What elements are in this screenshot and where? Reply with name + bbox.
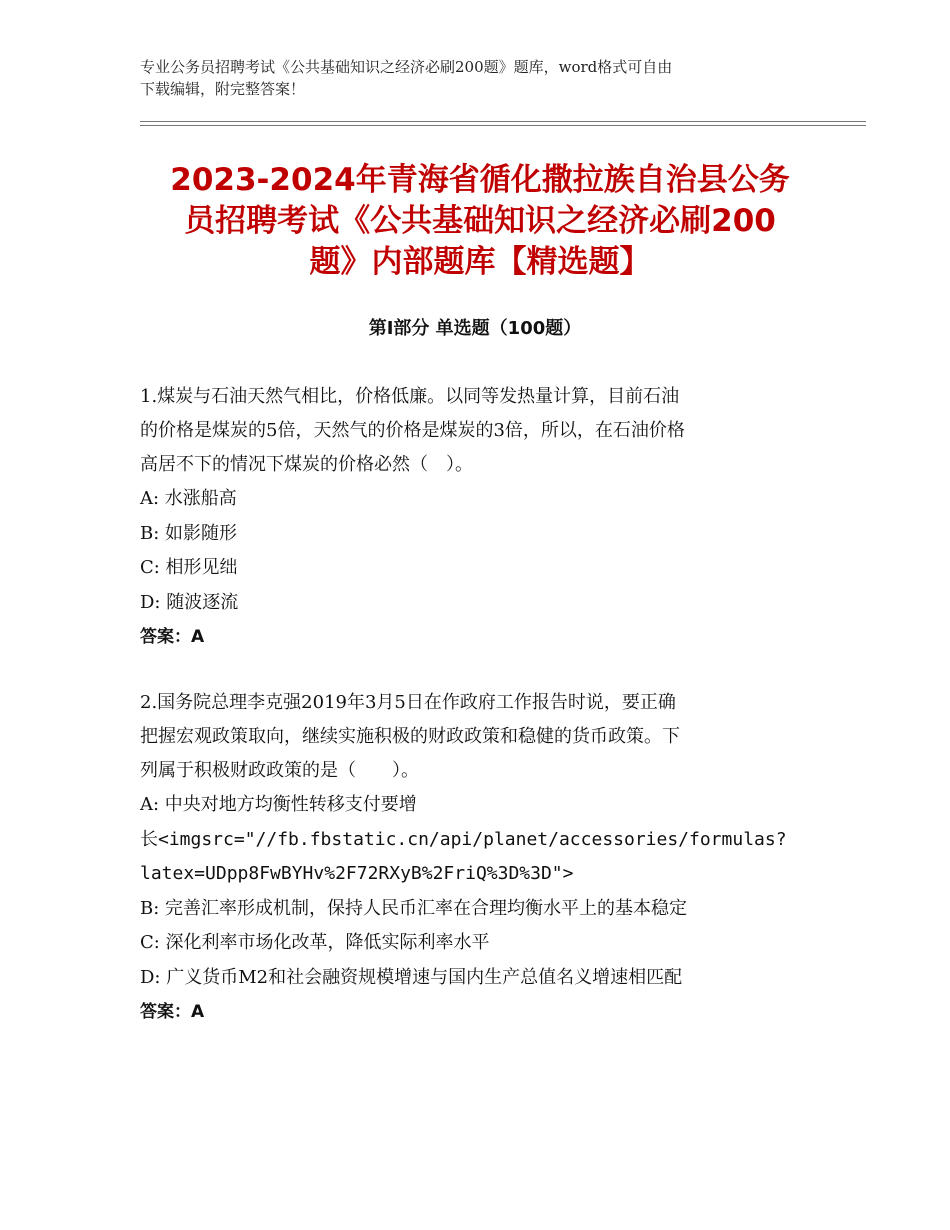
question-2-text-line: 2.国务院总理李克强2019年3月5日在作政府工作报告时说，要正确 xyxy=(140,692,676,713)
header-note xyxy=(140,56,820,100)
question-1-text-line: 的价格是煤炭的5倍，天然气的价格是煤炭的3倍，所以，在石油价格 xyxy=(140,420,685,441)
question-1-option-c: C: 相形见绌 xyxy=(140,557,238,578)
question-1-option-d: D: 随波逐流 xyxy=(140,591,239,613)
question-2-option-a-line3: latex=UDpp8FwBYHv%2F72RXyB%2FriQ%3D%3D"> xyxy=(140,863,574,884)
question-2-text xyxy=(140,686,820,788)
header-note-line2: 下载编辑，附完整答案！ xyxy=(140,80,306,98)
section-heading: 第Ⅰ部分 单选题（100题） xyxy=(368,318,582,339)
document-title-line3: 题》内部题库【精选题】 xyxy=(309,244,651,280)
document-title-line2: 员招聘考试《公共基础知识之经济必刷200 xyxy=(184,203,776,239)
header-note-line1: 专业公务员招聘考试《公共基础知识之经济必刷200题》题库，word格式可自由 xyxy=(140,58,673,76)
question-1-answer: 答案：A xyxy=(140,627,205,647)
question-1-text-line: 高居不下的情况下煤炭的价格必然（ ）。 xyxy=(140,454,473,475)
question-2-option-c: C: 深化利率市场化改革，降低实际利率水平 xyxy=(140,932,490,953)
question-2-option-a-line1: A: 中央对地方均衡性转移支付要增 xyxy=(140,794,417,815)
question-1 xyxy=(140,380,820,654)
question-1-text-line: 1.煤炭与石油天然气相比，价格低廉。以同等发热量计算，目前石油 xyxy=(140,386,680,407)
document-title-line1: 2023-2024年青海省循化撒拉族自治县公务 xyxy=(170,162,790,198)
question-2 xyxy=(140,686,820,1029)
question-1-option-b: B: 如影随形 xyxy=(140,522,238,544)
question-1-text xyxy=(140,380,820,482)
question-2-text-line: 列属于积极财政政策的是（ ）。 xyxy=(140,760,419,781)
question-2-option-d: D: 广义货币M2和社会融资规模增速与国内生产总值名义增速相匹配 xyxy=(140,966,683,988)
question-2-answer: 答案：A xyxy=(140,1002,205,1022)
header-divider-bottom xyxy=(140,125,866,126)
question-2-option-a-line2: 长<imgsrc="//fb.fbstatic.cn/api/planet/accessories/formulas? xyxy=(140,828,787,850)
question-1-option-a: A: 水涨船高 xyxy=(140,488,237,509)
question-2-option-b: B: 完善汇率形成机制，保持人民币汇率在合理均衡水平上的基本稳定 xyxy=(140,897,688,919)
document-title xyxy=(130,160,830,283)
question-2-text-line: 把握宏观政策取向，继续实施积极的财政政策和稳健的货币政策。下 xyxy=(140,726,680,747)
header-divider-top xyxy=(140,121,866,122)
